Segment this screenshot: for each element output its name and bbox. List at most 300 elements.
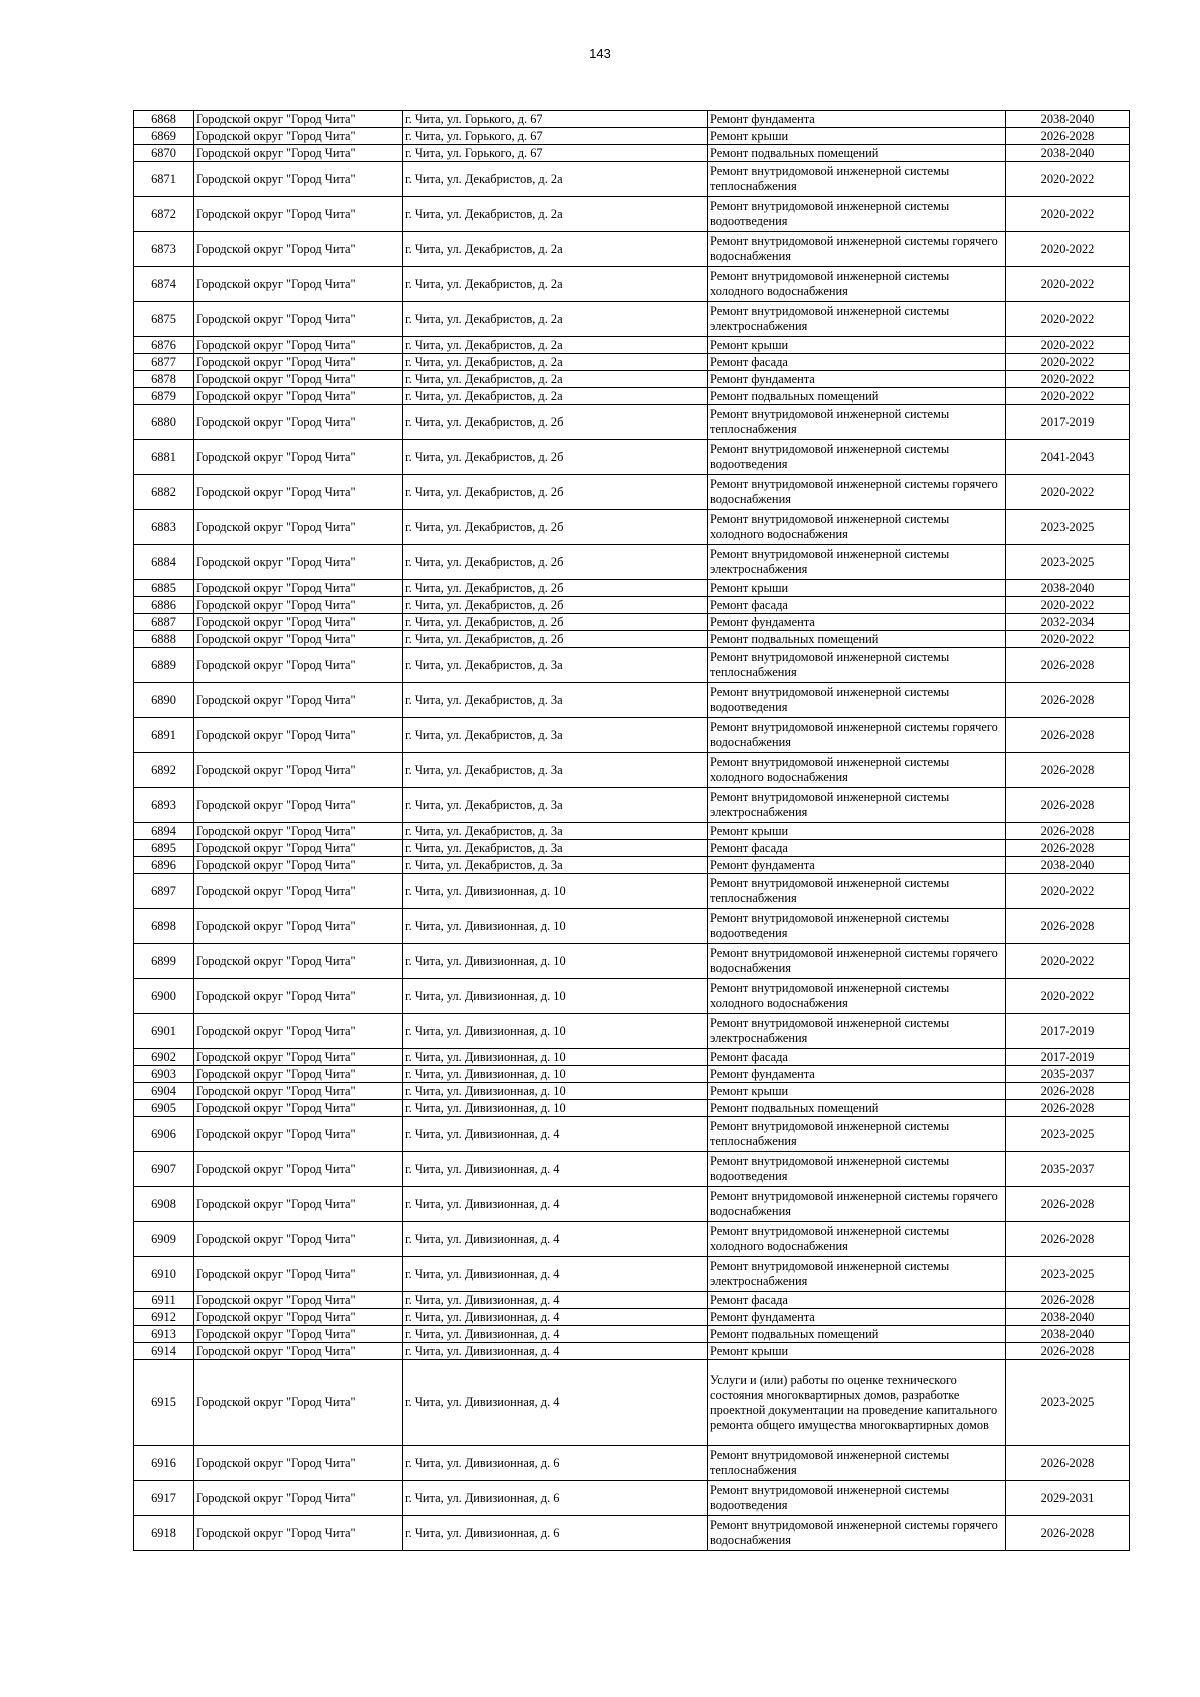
municipality-cell: Городской округ "Город Чита" [194,1152,403,1187]
row-number: 6881 [134,440,194,475]
table-row [134,145,1130,162]
municipality-cell: Городской округ "Город Чита" [194,145,403,162]
address-cell: г. Чита, ул. Декабристов, д. 2б [403,631,708,648]
table-row [134,1083,1130,1100]
period-cell: 2020-2022 [1006,267,1130,302]
municipality-cell: Городской округ "Город Чита" [194,648,403,683]
table-row [134,788,1130,823]
table-row [134,857,1130,874]
address-cell: г. Чита, ул. Дивизионная, д. 6 [403,1446,708,1481]
work-type-cell: Ремонт фундамента [708,1066,1006,1083]
period-cell: 2020-2022 [1006,979,1130,1014]
work-type-cell: Ремонт внутридомовой инженерной системы холодного водоснабжения [708,1222,1006,1257]
work-type-cell: Ремонт внутридомовой инженерной системы холодного водоснабжения [708,979,1006,1014]
address-cell: г. Чита, ул. Дивизионная, д. 4 [403,1343,708,1360]
municipality-cell: Городской округ "Город Чита" [194,371,403,388]
period-cell: 2020-2022 [1006,874,1130,909]
work-type-cell: Ремонт внутридомовой инженерной системы электроснабжения [708,1257,1006,1292]
municipality-cell: Городской округ "Город Чита" [194,302,403,337]
work-type-cell: Ремонт крыши [708,1083,1006,1100]
address-cell: г. Чита, ул. Дивизионная, д. 4 [403,1187,708,1222]
table-row [134,128,1130,145]
row-number: 6877 [134,354,194,371]
table-row [134,979,1130,1014]
table-row [134,440,1130,475]
period-cell: 2023-2025 [1006,1117,1130,1152]
row-number: 6906 [134,1117,194,1152]
row-number: 6911 [134,1292,194,1309]
table-row [134,1117,1130,1152]
address-cell: г. Чита, ул. Дивизионная, д. 4 [403,1326,708,1343]
table-row [134,1066,1130,1083]
period-cell: 2026-2028 [1006,718,1130,753]
work-type-cell: Ремонт внутридомовой инженерной системы теплоснабжения [708,874,1006,909]
table-row [134,302,1130,337]
address-cell: г. Чита, ул. Декабристов, д. 2а [403,371,708,388]
period-cell: 2026-2028 [1006,1446,1130,1481]
work-type-cell: Ремонт внутридомовой инженерной системы горячего водоснабжения [708,944,1006,979]
work-type-cell: Ремонт фундамента [708,614,1006,631]
row-number: 6898 [134,909,194,944]
address-cell: г. Чита, ул. Горького, д. 67 [403,145,708,162]
address-cell: г. Чита, ул. Декабристов, д. 2а [403,162,708,197]
table-row [134,354,1130,371]
row-number: 6903 [134,1066,194,1083]
work-type-cell: Ремонт внутридомовой инженерной системы теплоснабжения [708,1446,1006,1481]
period-cell: 2035-2037 [1006,1152,1130,1187]
work-type-cell: Услуги и (или) работы по оценке технического состояния многоквартирных домов, разработке проектной документации на проведение капитального ремонта общего имущества многоквартирных домов [708,1360,1006,1446]
period-cell: 2026-2028 [1006,753,1130,788]
table-row [134,1343,1130,1360]
period-cell: 2026-2028 [1006,1222,1130,1257]
period-cell: 2023-2025 [1006,510,1130,545]
work-type-cell: Ремонт крыши [708,580,1006,597]
work-type-cell: Ремонт фасада [708,354,1006,371]
address-cell: г. Чита, ул. Дивизионная, д. 4 [403,1152,708,1187]
table-row [134,823,1130,840]
table-row [134,1446,1130,1481]
table-row [134,162,1130,197]
period-cell: 2026-2028 [1006,1343,1130,1360]
municipality-cell: Городской округ "Город Чита" [194,718,403,753]
work-type-cell: Ремонт внутридомовой инженерной системы водоотведения [708,683,1006,718]
municipality-cell: Городской округ "Город Чита" [194,162,403,197]
municipality-cell: Городской округ "Город Чита" [194,267,403,302]
row-number: 6905 [134,1100,194,1117]
address-cell: г. Чита, ул. Дивизионная, д. 10 [403,874,708,909]
row-number: 6879 [134,388,194,405]
row-number: 6916 [134,1446,194,1481]
period-cell: 2038-2040 [1006,111,1130,128]
address-cell: г. Чита, ул. Дивизионная, д. 6 [403,1481,708,1516]
work-type-cell: Ремонт подвальных помещений [708,388,1006,405]
address-cell: г. Чита, ул. Декабристов, д. 2б [403,597,708,614]
work-type-cell: Ремонт подвальных помещений [708,145,1006,162]
period-cell: 2017-2019 [1006,1014,1130,1049]
period-cell: 2026-2028 [1006,1100,1130,1117]
row-number: 6895 [134,840,194,857]
address-cell: г. Чита, ул. Декабристов, д. 3а [403,753,708,788]
work-type-cell: Ремонт внутридомовой инженерной системы холодного водоснабжения [708,267,1006,302]
table-row [134,1257,1130,1292]
row-number: 6913 [134,1326,194,1343]
address-cell: г. Чита, ул. Декабристов, д. 2а [403,302,708,337]
address-cell: г. Чита, ул. Дивизионная, д. 10 [403,909,708,944]
address-cell: г. Чита, ул. Дивизионная, д. 10 [403,1066,708,1083]
work-type-cell: Ремонт внутридомовой инженерной системы горячего водоснабжения [708,475,1006,510]
period-cell: 2020-2022 [1006,337,1130,354]
table-row [134,1326,1130,1343]
period-cell: 2020-2022 [1006,197,1130,232]
row-number: 6901 [134,1014,194,1049]
work-type-cell: Ремонт внутридомовой инженерной системы теплоснабжения [708,648,1006,683]
table-row [134,111,1130,128]
period-cell: 2017-2019 [1006,1049,1130,1066]
municipality-cell: Городской округ "Город Чита" [194,1014,403,1049]
period-cell: 2026-2028 [1006,1083,1130,1100]
address-cell: г. Чита, ул. Декабристов, д. 2б [403,510,708,545]
municipality-cell: Городской округ "Город Чита" [194,597,403,614]
period-cell: 2026-2028 [1006,909,1130,944]
municipality-cell: Городской округ "Город Чита" [194,354,403,371]
table-row [134,1360,1130,1446]
address-cell: г. Чита, ул. Дивизионная, д. 10 [403,1049,708,1066]
period-cell: 2020-2022 [1006,944,1130,979]
work-type-cell: Ремонт внутридомовой инженерной системы электроснабжения [708,1014,1006,1049]
row-number: 6874 [134,267,194,302]
row-number: 6908 [134,1187,194,1222]
row-number: 6876 [134,337,194,354]
row-number: 6885 [134,580,194,597]
period-cell: 2020-2022 [1006,475,1130,510]
address-cell: г. Чита, ул. Дивизионная, д. 4 [403,1292,708,1309]
work-type-cell: Ремонт внутридомовой инженерной системы холодного водоснабжения [708,753,1006,788]
address-cell: г. Чита, ул. Дивизионная, д. 10 [403,1083,708,1100]
period-cell: 2035-2037 [1006,1066,1130,1083]
row-number: 6888 [134,631,194,648]
municipality-cell: Городской округ "Город Чита" [194,1257,403,1292]
municipality-cell: Городской округ "Город Чита" [194,1343,403,1360]
municipality-cell: Городской округ "Город Чита" [194,475,403,510]
table-row [134,718,1130,753]
period-cell: 2026-2028 [1006,1187,1130,1222]
work-type-cell: Ремонт внутридомовой инженерной системы горячего водоснабжения [708,232,1006,267]
table-row [134,614,1130,631]
municipality-cell: Городской округ "Город Чита" [194,1326,403,1343]
work-type-cell: Ремонт внутридомовой инженерной системы горячего водоснабжения [708,1516,1006,1551]
work-type-cell: Ремонт внутридомовой инженерной системы теплоснабжения [708,405,1006,440]
work-type-cell: Ремонт крыши [708,337,1006,354]
table-row [134,1516,1130,1551]
table-row [134,1152,1130,1187]
work-type-cell: Ремонт внутридомовой инженерной системы теплоснабжения [708,1117,1006,1152]
period-cell: 2020-2022 [1006,354,1130,371]
municipality-cell: Городской округ "Город Чита" [194,545,403,580]
municipality-cell: Городской округ "Город Чита" [194,1360,403,1446]
work-type-cell: Ремонт внутридомовой инженерной системы электроснабжения [708,302,1006,337]
period-cell: 2020-2022 [1006,597,1130,614]
table-row [134,648,1130,683]
table-row [134,1481,1130,1516]
row-number: 6892 [134,753,194,788]
period-cell: 2038-2040 [1006,145,1130,162]
table-row [134,1100,1130,1117]
table-row [134,267,1130,302]
row-number: 6915 [134,1360,194,1446]
row-number: 6918 [134,1516,194,1551]
municipality-cell: Городской округ "Город Чита" [194,1516,403,1551]
period-cell: 2029-2031 [1006,1481,1130,1516]
row-number: 6868 [134,111,194,128]
municipality-cell: Городской округ "Город Чита" [194,944,403,979]
address-cell: г. Чита, ул. Дивизионная, д. 6 [403,1516,708,1551]
municipality-cell: Городской округ "Город Чита" [194,1309,403,1326]
municipality-cell: Городской округ "Город Чита" [194,1292,403,1309]
address-cell: г. Чита, ул. Дивизионная, д. 4 [403,1257,708,1292]
work-type-cell: Ремонт фундамента [708,857,1006,874]
period-cell: 2038-2040 [1006,1326,1130,1343]
table-row [134,475,1130,510]
address-cell: г. Чита, ул. Дивизионная, д. 10 [403,1100,708,1117]
municipality-cell: Городской округ "Город Чита" [194,111,403,128]
municipality-cell: Городской округ "Город Чита" [194,631,403,648]
period-cell: 2026-2028 [1006,128,1130,145]
row-number: 6883 [134,510,194,545]
work-type-cell: Ремонт подвальных помещений [708,631,1006,648]
work-type-cell: Ремонт внутридомовой инженерной системы электроснабжения [708,788,1006,823]
address-cell: г. Чита, ул. Горького, д. 67 [403,128,708,145]
address-cell: г. Чита, ул. Декабристов, д. 2б [403,475,708,510]
address-cell: г. Чита, ул. Декабристов, д. 2б [403,545,708,580]
address-cell: г. Чита, ул. Декабристов, д. 2б [403,614,708,631]
municipality-cell: Городской округ "Город Чита" [194,1117,403,1152]
municipality-cell: Городской округ "Город Чита" [194,788,403,823]
period-cell: 2020-2022 [1006,631,1130,648]
period-cell: 2038-2040 [1006,1309,1130,1326]
table-row [134,683,1130,718]
row-number: 6914 [134,1343,194,1360]
period-cell: 2026-2028 [1006,823,1130,840]
table-row [134,874,1130,909]
municipality-cell: Городской округ "Город Чита" [194,1187,403,1222]
address-cell: г. Чита, ул. Дивизионная, д. 4 [403,1309,708,1326]
address-cell: г. Чита, ул. Декабристов, д. 3а [403,718,708,753]
row-number: 6902 [134,1049,194,1066]
table-row [134,1309,1130,1326]
municipality-cell: Городской округ "Город Чита" [194,683,403,718]
address-cell: г. Чита, ул. Декабристов, д. 2б [403,580,708,597]
municipality-cell: Городской округ "Город Чита" [194,580,403,597]
row-number: 6880 [134,405,194,440]
municipality-cell: Городской округ "Город Чита" [194,857,403,874]
row-number: 6899 [134,944,194,979]
municipality-cell: Городской округ "Город Чита" [194,874,403,909]
table-row [134,405,1130,440]
row-number: 6909 [134,1222,194,1257]
row-number: 6904 [134,1083,194,1100]
table-row [134,631,1130,648]
municipality-cell: Городской округ "Город Чита" [194,440,403,475]
period-cell: 2020-2022 [1006,371,1130,388]
table-row [134,753,1130,788]
period-cell: 2023-2025 [1006,1257,1130,1292]
municipality-cell: Городской округ "Город Чита" [194,405,403,440]
period-cell: 2023-2025 [1006,545,1130,580]
work-type-cell: Ремонт внутридомовой инженерной системы электроснабжения [708,545,1006,580]
table-row [134,1049,1130,1066]
table-row [134,232,1130,267]
row-number: 6882 [134,475,194,510]
work-type-cell: Ремонт фасада [708,597,1006,614]
work-type-cell: Ремонт внутридомовой инженерной системы водоотведения [708,197,1006,232]
row-number: 6889 [134,648,194,683]
work-type-cell: Ремонт крыши [708,128,1006,145]
period-cell: 2020-2022 [1006,232,1130,267]
work-type-cell: Ремонт фасада [708,1292,1006,1309]
address-cell: г. Чита, ул. Дивизионная, д. 10 [403,979,708,1014]
row-number: 6878 [134,371,194,388]
table-body [134,111,1130,1551]
address-cell: г. Чита, ул. Дивизионная, д. 4 [403,1360,708,1446]
work-type-cell: Ремонт внутридомовой инженерной системы горячего водоснабжения [708,1187,1006,1222]
address-cell: г. Чита, ул. Декабристов, д. 2а [403,232,708,267]
municipality-cell: Городской округ "Город Чита" [194,1049,403,1066]
period-cell: 2026-2028 [1006,683,1130,718]
table-row [134,597,1130,614]
table-row [134,1292,1130,1309]
work-type-cell: Ремонт внутридомовой инженерной системы водоотведения [708,440,1006,475]
municipality-cell: Городской округ "Город Чита" [194,128,403,145]
municipality-cell: Городской округ "Город Чита" [194,197,403,232]
row-number: 6912 [134,1309,194,1326]
row-number: 6873 [134,232,194,267]
municipality-cell: Городской округ "Город Чита" [194,614,403,631]
table-row [134,371,1130,388]
period-cell: 2020-2022 [1006,388,1130,405]
work-type-cell: Ремонт крыши [708,1343,1006,1360]
row-number: 6875 [134,302,194,337]
address-cell: г. Чита, ул. Декабристов, д. 2а [403,388,708,405]
address-cell: г. Чита, ул. Горького, д. 67 [403,111,708,128]
row-number: 6884 [134,545,194,580]
work-type-cell: Ремонт фасада [708,1049,1006,1066]
row-number: 6891 [134,718,194,753]
table-row [134,1222,1130,1257]
work-type-cell: Ремонт внутридомовой инженерной системы холодного водоснабжения [708,510,1006,545]
period-cell: 2026-2028 [1006,648,1130,683]
table-row [134,944,1130,979]
municipality-cell: Городской округ "Город Чита" [194,1481,403,1516]
repair-schedule-table [133,110,1130,1551]
municipality-cell: Городской округ "Город Чита" [194,232,403,267]
work-type-cell: Ремонт подвальных помещений [708,1100,1006,1117]
table-row [134,510,1130,545]
period-cell: 2020-2022 [1006,162,1130,197]
address-cell: г. Чита, ул. Дивизионная, д. 10 [403,1014,708,1049]
row-number: 6869 [134,128,194,145]
period-cell: 2041-2043 [1006,440,1130,475]
address-cell: г. Чита, ул. Декабристов, д. 2б [403,440,708,475]
period-cell: 2017-2019 [1006,405,1130,440]
municipality-cell: Городской округ "Город Чита" [194,1083,403,1100]
row-number: 6887 [134,614,194,631]
period-cell: 2026-2028 [1006,1516,1130,1551]
work-type-cell: Ремонт внутридомовой инженерной системы водоотведения [708,1481,1006,1516]
address-cell: г. Чита, ул. Декабристов, д. 2а [403,354,708,371]
municipality-cell: Городской округ "Город Чита" [194,1446,403,1481]
row-number: 6893 [134,788,194,823]
work-type-cell: Ремонт внутридомовой инженерной системы горячего водоснабжения [708,718,1006,753]
municipality-cell: Городской округ "Город Чита" [194,909,403,944]
municipality-cell: Городской округ "Город Чита" [194,510,403,545]
municipality-cell: Городской округ "Город Чита" [194,337,403,354]
address-cell: г. Чита, ул. Декабристов, д. 2б [403,405,708,440]
municipality-cell: Городской округ "Город Чита" [194,823,403,840]
address-cell: г. Чита, ул. Декабристов, д. 2а [403,337,708,354]
work-type-cell: Ремонт фундамента [708,371,1006,388]
municipality-cell: Городской округ "Город Чита" [194,1222,403,1257]
row-number: 6896 [134,857,194,874]
municipality-cell: Городской округ "Город Чита" [194,753,403,788]
row-number: 6872 [134,197,194,232]
work-type-cell: Ремонт внутридомовой инженерной системы водоотведения [708,1152,1006,1187]
municipality-cell: Городской округ "Город Чита" [194,1100,403,1117]
period-cell: 2026-2028 [1006,788,1130,823]
row-number: 6907 [134,1152,194,1187]
work-type-cell: Ремонт фундамента [708,1309,1006,1326]
work-type-cell: Ремонт подвальных помещений [708,1326,1006,1343]
period-cell: 2023-2025 [1006,1360,1130,1446]
table-row [134,580,1130,597]
table-row [134,909,1130,944]
address-cell: г. Чита, ул. Декабристов, д. 3а [403,857,708,874]
municipality-cell: Городской округ "Город Чита" [194,1066,403,1083]
row-number: 6886 [134,597,194,614]
row-number: 6917 [134,1481,194,1516]
table-row [134,337,1130,354]
work-type-cell: Ремонт внутридомовой инженерной системы теплоснабжения [708,162,1006,197]
row-number: 6900 [134,979,194,1014]
municipality-cell: Городской округ "Город Чита" [194,388,403,405]
work-type-cell: Ремонт крыши [708,823,1006,840]
address-cell: г. Чита, ул. Дивизионная, д. 10 [403,944,708,979]
row-number: 6890 [134,683,194,718]
table-row [134,1014,1130,1049]
address-cell: г. Чита, ул. Декабристов, д. 3а [403,823,708,840]
address-cell: г. Чита, ул. Декабристов, д. 2а [403,197,708,232]
table-row [134,388,1130,405]
row-number: 6871 [134,162,194,197]
table-row [134,1187,1130,1222]
address-cell: г. Чита, ул. Декабристов, д. 3а [403,648,708,683]
work-type-cell: Ремонт внутридомовой инженерной системы водоотведения [708,909,1006,944]
address-cell: г. Чита, ул. Декабристов, д. 3а [403,840,708,857]
row-number: 6870 [134,145,194,162]
period-cell: 2032-2034 [1006,614,1130,631]
table-row [134,545,1130,580]
period-cell: 2026-2028 [1006,1292,1130,1309]
address-cell: г. Чита, ул. Декабристов, д. 3а [403,683,708,718]
table-row [134,840,1130,857]
municipality-cell: Городской округ "Город Чита" [194,840,403,857]
period-cell: 2038-2040 [1006,580,1130,597]
municipality-cell: Городской округ "Город Чита" [194,979,403,1014]
address-cell: г. Чита, ул. Дивизионная, д. 4 [403,1222,708,1257]
row-number: 6894 [134,823,194,840]
page-number: 143 [589,46,611,61]
table-row [134,197,1130,232]
work-type-cell: Ремонт фасада [708,840,1006,857]
